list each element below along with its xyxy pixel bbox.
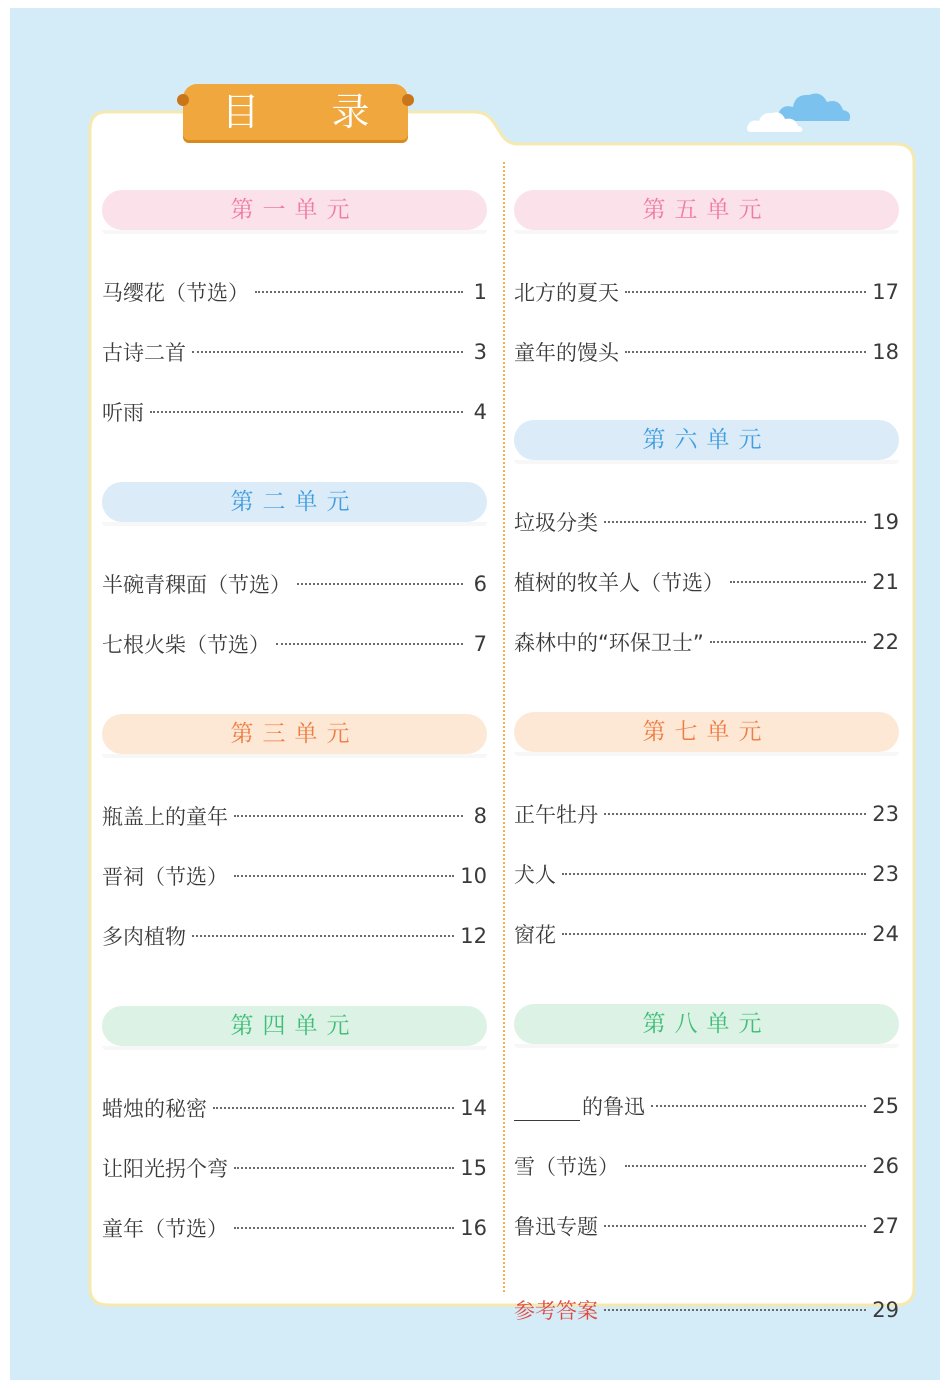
toc-entry[interactable]	[102, 382, 487, 442]
dot-leader	[297, 583, 463, 585]
unit-section	[514, 1004, 899, 1256]
toc-entry[interactable]	[514, 1136, 899, 1196]
entry-page: 29	[872, 1298, 899, 1322]
unit-header: 第三单元	[102, 714, 487, 754]
table-of-contents-card	[88, 90, 916, 1323]
dot-leader	[562, 873, 866, 875]
toc-entry[interactable]	[514, 492, 899, 552]
dot-leader	[625, 351, 866, 353]
toc-entry[interactable]	[102, 1138, 487, 1198]
unit-header: 第六单元	[514, 420, 899, 460]
entry-page: 15	[460, 1156, 487, 1180]
dot-leader	[234, 875, 454, 877]
toc-entry[interactable]	[514, 1196, 899, 1256]
entry-title: 正午牡丹	[514, 803, 598, 827]
title-tab	[183, 84, 408, 140]
dot-leader	[234, 1227, 454, 1229]
toc-entry[interactable]	[102, 786, 487, 846]
entry-title: 听雨	[102, 401, 144, 425]
column-divider	[503, 162, 505, 1292]
entry-title: 七根火柴（节选）	[102, 633, 270, 657]
entry-title: 雪（节选）	[514, 1155, 619, 1179]
entry-page: 24	[872, 922, 899, 946]
unit-section	[102, 482, 487, 674]
dot-leader	[730, 581, 866, 583]
entry-page: 3	[473, 340, 487, 364]
unit-section	[102, 714, 487, 966]
entry-title: 童年的馒头	[514, 341, 619, 365]
toc-entry[interactable]	[102, 1078, 487, 1138]
entry-page: 12	[460, 924, 487, 948]
entry-title: 森林中的“环保卫士”	[514, 631, 704, 655]
entry-page: 26	[872, 1154, 899, 1178]
dot-leader	[192, 351, 463, 353]
unit-header: 第八单元	[514, 1004, 899, 1044]
entry-page: 18	[872, 340, 899, 364]
toc-entry[interactable]	[102, 1198, 487, 1258]
dot-leader	[255, 291, 463, 293]
entry-title: 马缨花（节选）	[102, 281, 249, 305]
dot-leader	[604, 813, 866, 815]
entry-title: 多肉植物	[102, 925, 186, 949]
entry-title-text: 的鲁迅	[582, 1095, 645, 1119]
entry-title: 垃圾分类	[514, 511, 598, 535]
dot-leader	[234, 815, 463, 817]
entry-title: 让阳光拐个弯	[102, 1157, 228, 1181]
toc-entry[interactable]	[102, 846, 487, 906]
toc-entry[interactable]	[102, 322, 487, 382]
entry-title: 北方的夏天	[514, 281, 619, 305]
unit-section	[514, 190, 899, 382]
entry-page: 6	[473, 572, 487, 596]
page-title: 目 录	[221, 90, 400, 134]
dot-leader	[192, 935, 454, 937]
entry-page: 1	[473, 280, 487, 304]
entry-page: 17	[872, 280, 899, 304]
toc-entry[interactable]	[102, 614, 487, 674]
toc-entry[interactable]	[102, 906, 487, 966]
unit-section	[102, 190, 487, 442]
toc-entry[interactable]	[514, 612, 899, 672]
entry-page: 4	[473, 400, 487, 424]
unit-header: 第五单元	[514, 190, 899, 230]
entry-page: 8	[473, 804, 487, 828]
unit-header: 第二单元	[102, 482, 487, 522]
dot-leader	[604, 1225, 866, 1227]
entry-page: 27	[872, 1214, 899, 1238]
toc-entry[interactable]	[514, 322, 899, 382]
entry-title: 晋祠（节选）	[102, 865, 228, 889]
dot-leader	[234, 1167, 454, 1169]
entry-page: 22	[872, 630, 899, 654]
dot-leader	[562, 933, 866, 935]
entry-page: 23	[872, 862, 899, 886]
entry-page: 21	[872, 570, 899, 594]
toc-entry[interactable]	[514, 844, 899, 904]
toc-entry[interactable]	[514, 262, 899, 322]
answers-entry[interactable]	[514, 1280, 899, 1340]
unit-header: 第四单元	[102, 1006, 487, 1046]
entry-title: 犬人	[514, 863, 556, 887]
entry-title: 鲁迅专题	[514, 1215, 598, 1239]
entry-title: 瓶盖上的童年	[102, 805, 228, 829]
left-column	[102, 190, 487, 1258]
toc-entry[interactable]	[514, 552, 899, 612]
entry-title: 蜡烛的秘密	[102, 1097, 207, 1121]
toc-entry[interactable]	[102, 554, 487, 614]
toc-entry[interactable]	[514, 784, 899, 844]
unit-header: 第七单元	[514, 712, 899, 752]
dot-leader	[150, 411, 463, 413]
entry-page: 16	[460, 1216, 487, 1240]
dot-leader	[604, 1309, 866, 1311]
unit-section	[514, 420, 899, 672]
dot-leader	[651, 1105, 866, 1107]
unit-section	[514, 712, 899, 964]
entry-title: 古诗二首	[102, 341, 186, 365]
entry-title: 参考答案	[514, 1299, 598, 1323]
toc-entry[interactable]	[102, 262, 487, 322]
toc-entry[interactable]	[514, 1076, 899, 1136]
entry-title: 半碗青稞面（节选）	[102, 573, 291, 597]
entry-title: 窗花	[514, 923, 556, 947]
entry-title	[514, 1091, 645, 1121]
dot-leader	[710, 641, 867, 643]
entry-page: 23	[872, 802, 899, 826]
dot-leader	[604, 521, 866, 523]
unit-section	[102, 1006, 487, 1258]
entry-title: 童年（节选）	[102, 1217, 228, 1241]
fill-in-blank	[514, 1102, 580, 1121]
dot-leader	[276, 643, 463, 645]
entry-page: 19	[872, 510, 899, 534]
right-column	[514, 190, 899, 1340]
entry-title: 植树的牧羊人（节选）	[514, 571, 724, 595]
toc-entry[interactable]	[514, 904, 899, 964]
dot-leader	[625, 1165, 866, 1167]
dot-leader	[625, 291, 866, 293]
entry-page: 25	[872, 1094, 899, 1118]
entry-page: 10	[460, 864, 487, 888]
entry-page: 14	[460, 1096, 487, 1120]
entry-page: 7	[473, 632, 487, 656]
unit-header: 第一单元	[102, 190, 487, 230]
dot-leader	[213, 1107, 454, 1109]
